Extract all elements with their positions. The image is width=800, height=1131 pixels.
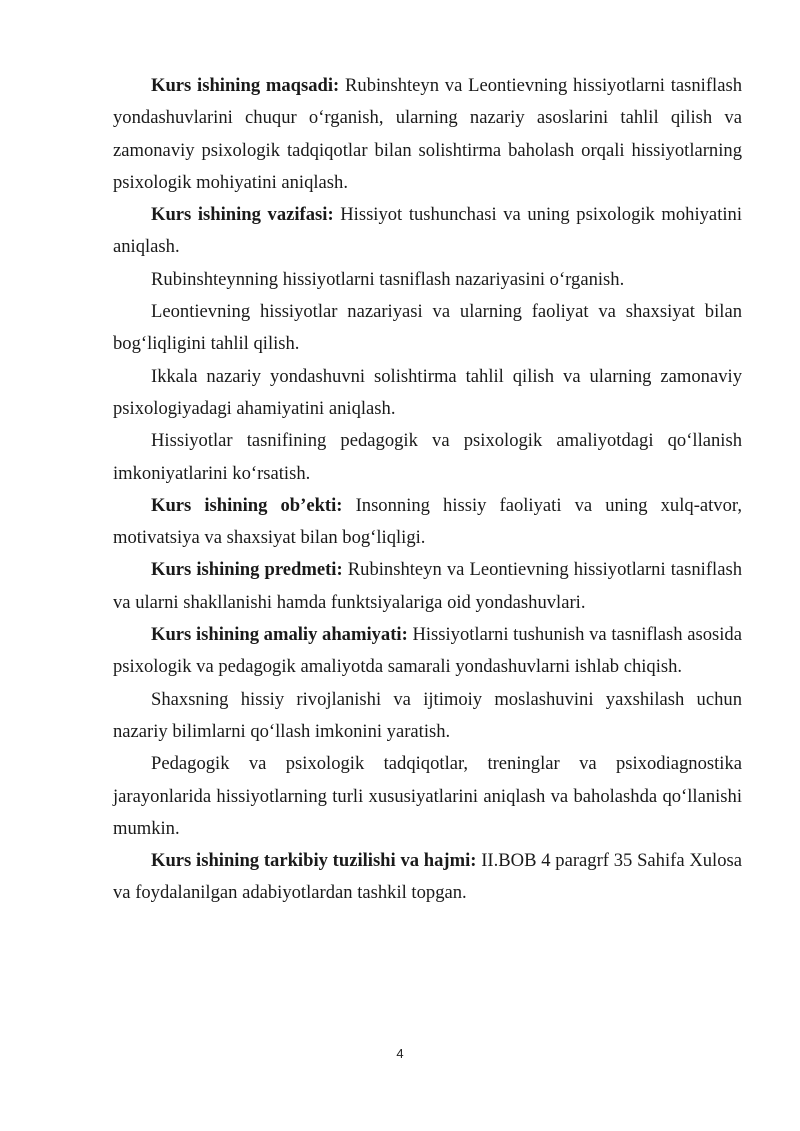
paragraph-subject (113, 554, 742, 619)
paragraph-lead: Kurs ishining maqsadi: (151, 75, 340, 96)
paragraph-text: Shaxsning hissiy rivojlanishi va ijtimoiy moslashuvini yaxshilash uchun nazariy bilimlarni qo‘llash imkonini yaratish. (113, 688, 742, 742)
paragraph-structure (113, 845, 742, 910)
paragraph-text: Hissiyot tushunchasi va uning psixologik mohiyatini aniqlash. (113, 204, 742, 258)
paragraph-lead: Kurs ishining ob’ekti: (151, 494, 343, 516)
paragraph-text: Hissiyotlar tasnifining pedagogik va psixologik amaliyotdagi qo‘llanish imkoniyatlarini ko‘rsatish. (113, 430, 742, 484)
paragraph-task-item (113, 361, 742, 426)
paragraph-object (113, 490, 742, 555)
paragraph-text: Rubinshteyn va Leontievning hissiyotlarni tasniflash va ularni shakllanishi hamda funktsiyalariga oid yondashuvlari. (113, 559, 742, 613)
paragraph-goal (113, 70, 742, 199)
paragraph-text: Rubinshteyn va Leontievning hissiyotlarni tasniflash yondashuvlarini chuqur o‘rganish, ularning nazariy asoslarini tahlil qilish va zamonaviy psixologik tadqiqotlar bilan solishtirma baholash orqali hissiyotlarning psixologik mohiyatini aniqlash. (113, 75, 742, 193)
paragraph-text: II.BOB 4 paragrf 35 Sahifa Xulosa va foydalanilgan adabiyotlardan tashkil topgan. (113, 850, 742, 904)
document-body (113, 70, 742, 910)
paragraph-lead: Kurs ishining vazifasi: (151, 204, 334, 226)
paragraph-lead: Kurs ishining tarkibiy tuzilishi va hajmi: (151, 850, 477, 872)
paragraph-task-item (113, 264, 742, 296)
paragraph-tasks (113, 199, 742, 264)
paragraph-text: Insonning hissiy faoliyati va uning xulq-atvor, motivatsiya va shaxsiyat bilan bog‘liqligi. (113, 494, 742, 549)
page-number: 4 (396, 1046, 404, 1061)
paragraph-text: Pedagogik va psixologik tadqiqotlar, treninglar va psixodiagnostika jarayonlarida hissiyotlarning turli xususiyatlarini aniqlash va baholashda qo‘llanishi mumkin. (113, 753, 742, 839)
paragraph-lead: Kurs ishining predmeti: (151, 559, 343, 581)
paragraph-text: Rubinshteynning hissiyotlarni tasniflash nazariyasini o‘rganish. (151, 268, 625, 290)
paragraph-task-item (113, 425, 742, 490)
paragraph-practical-item (113, 748, 742, 845)
paragraph-lead: Kurs ishining amaliy ahamiyati: (151, 624, 408, 646)
paragraph-text: Leontievning hissiyotlar nazariyasi va ularning faoliyat va shaxsiyat bilan bog‘liqligini tahlil qilish. (113, 301, 742, 355)
paragraph-text: Ikkala nazariy yondashuvni solishtirma tahlil qilish va ularning zamonaviy psixologiyadagi ahamiyatini aniqlash. (113, 365, 742, 419)
paragraph-practical-value (113, 619, 742, 684)
paragraph-text: Hissiyotlarni tushunish va tasniflash asosida psixologik va pedagogik amaliyotda samarali yondashuvlarni ishlab chiqish. (113, 624, 742, 678)
paragraph-task-item (113, 296, 742, 361)
paragraph-practical-item (113, 684, 742, 749)
